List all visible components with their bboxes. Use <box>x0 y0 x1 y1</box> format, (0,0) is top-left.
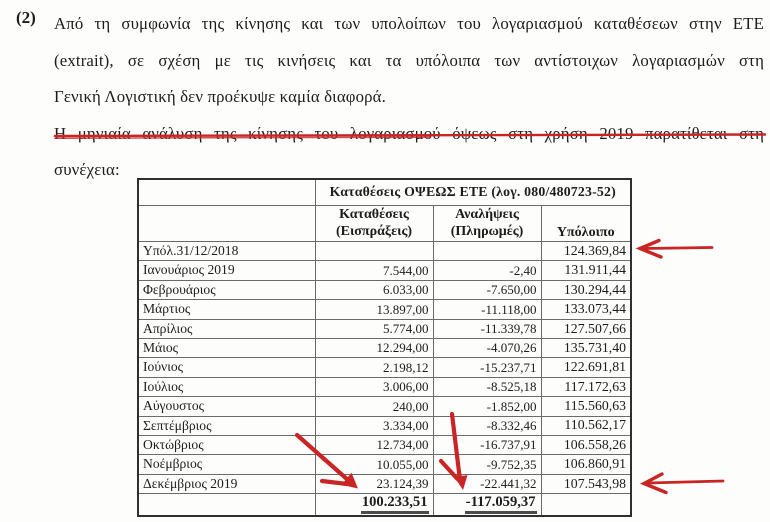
withdrawals-cell: -7.650,00 <box>433 280 541 299</box>
table-column-header-row <box>138 206 631 242</box>
section-number: (2) <box>16 8 36 27</box>
table-row <box>138 377 631 396</box>
totals-row <box>138 494 631 517</box>
table-row <box>138 397 631 416</box>
table-row <box>138 338 631 357</box>
withdrawals-cell: -11.118,00 <box>433 300 541 319</box>
empty-total-label-cell <box>138 494 315 517</box>
balance-cell: 135.731,40 <box>541 338 631 357</box>
deposits-cell: 10.055,00 <box>315 455 433 474</box>
balance-cell: 127.507,66 <box>541 319 631 338</box>
withdrawals-cell: -4.070,26 <box>433 338 541 357</box>
table-row <box>138 416 631 435</box>
withdrawals-cell: -8.332,46 <box>433 416 541 435</box>
total-deposits-cell: 100.233,51 <box>315 494 433 517</box>
balance-cell: 107.543,98 <box>541 474 631 493</box>
table-row <box>138 455 631 474</box>
table-row <box>138 261 631 280</box>
balance-cell: 133.073,44 <box>541 300 631 319</box>
arrow-opening-balance <box>640 241 712 258</box>
deposits-cell: 13.897,00 <box>315 300 433 319</box>
row-label: Μάρτιος <box>138 300 315 319</box>
balance-cell: 106.558,26 <box>541 435 631 454</box>
deposits-cell <box>315 242 433 261</box>
arrow-december-balance <box>644 474 723 493</box>
balance-cell: 106.860,91 <box>541 455 631 474</box>
withdrawals-cell: -8.525,18 <box>433 377 541 396</box>
withdrawals-cell: -15.237,71 <box>433 358 541 377</box>
withdrawals-cell: -11.339,78 <box>433 319 541 338</box>
deposits-cell: 12.294,00 <box>315 338 433 357</box>
deposits-cell: 7.544,00 <box>315 261 433 280</box>
withdrawals-cell: -2,40 <box>433 261 541 280</box>
row-label: Μάιος <box>138 338 315 357</box>
balance-cell: 124.369,84 <box>541 242 631 261</box>
row-label: Σεπτέμβριος <box>138 416 315 435</box>
deposits-cell: 6.033,00 <box>315 280 433 299</box>
table-row <box>138 435 631 454</box>
row-label: Οκτώβριος <box>138 435 315 454</box>
withdrawals-cell: -16.737,91 <box>433 435 541 454</box>
deposits-cell: 12.734,00 <box>315 435 433 454</box>
total-withdrawals-cell: -117.059,37 <box>433 494 541 517</box>
paragraph <box>54 6 764 189</box>
table-row <box>138 358 631 377</box>
row-label: Ιούνιος <box>138 358 315 377</box>
withdrawals-cell: -1.852,00 <box>433 397 541 416</box>
balance-cell: 110.562,17 <box>541 416 631 435</box>
balance-cell: 130.294,44 <box>541 280 631 299</box>
empty-header-cell <box>138 206 315 242</box>
row-label: Υπόλ.31/12/2018 <box>138 242 315 261</box>
table-row <box>138 300 631 319</box>
paragraph-line: συνέχεια: <box>54 160 120 180</box>
withdrawals-cell: -9.752,35 <box>433 455 541 474</box>
column-header-deposits: Καταθέσεις (Εισπράξεις) <box>315 206 433 242</box>
withdrawals-cell: -22.441,32 <box>433 474 541 493</box>
row-label: Ιούλιος <box>138 377 315 396</box>
deposits-cell: 5.774,00 <box>315 319 433 338</box>
deposits-cell: 2.198,12 <box>315 358 433 377</box>
table-group-header-row <box>138 179 631 206</box>
deposits-cell: 3.334,00 <box>315 416 433 435</box>
withdrawals-cell <box>433 242 541 261</box>
balance-cell: 131.911,44 <box>541 261 631 280</box>
table-row <box>138 280 631 299</box>
paragraph-line-underlined: Η μηνιαία ανάλυση της κίνησης του λογαριασμού όψεως στη χρήση 2019 παρατίθεται στη <box>54 123 764 143</box>
account-movement-table <box>137 178 632 517</box>
deposits-cell: 3.006,00 <box>315 377 433 396</box>
deposits-cell: 240,00 <box>315 397 433 416</box>
row-label: Δεκέμβριος 2019 <box>138 474 315 493</box>
paragraph-line: (extrait), σε σχέση με τις κινήσεις και τα υπόλοιπα των αντίστοιχων λογαριασμών στη <box>54 50 764 70</box>
deposits-cell: 23.124,39 <box>315 474 433 493</box>
row-label: Απρίλιος <box>138 319 315 338</box>
column-header-withdrawals: Αναλήψεις (Πληρωμές) <box>433 206 541 242</box>
table-row <box>138 242 631 261</box>
table-row <box>138 474 631 493</box>
group-header-cell: Καταθέσεις ΟΨΕΩΣ ΕΤΕ (λογ. 080/480723-52) <box>315 179 631 206</box>
row-label: Φεβρουάριος <box>138 280 315 299</box>
balance-cell: 117.172,63 <box>541 377 631 396</box>
paragraph-line: Από τη συμφωνία της κίνησης και των υπολοίπων του λογαριασμού καταθέσεων στην ΕΤΕ <box>54 14 764 33</box>
empty-corner-cell <box>138 179 315 206</box>
row-label: Νοέμβριος <box>138 455 315 474</box>
row-label: Ιανουάριος 2019 <box>138 261 315 280</box>
empty-total-balance-cell <box>541 494 631 517</box>
row-label: Αύγουστος <box>138 397 315 416</box>
table-row <box>138 319 631 338</box>
paragraph-line: Γενική Λογιστική δεν προέκυψε καμία διαφορά. <box>54 87 386 107</box>
balance-cell: 122.691,81 <box>541 358 631 377</box>
column-header-balance: Υπόλοιπο <box>541 206 631 242</box>
balance-cell: 115.560,63 <box>541 397 631 416</box>
